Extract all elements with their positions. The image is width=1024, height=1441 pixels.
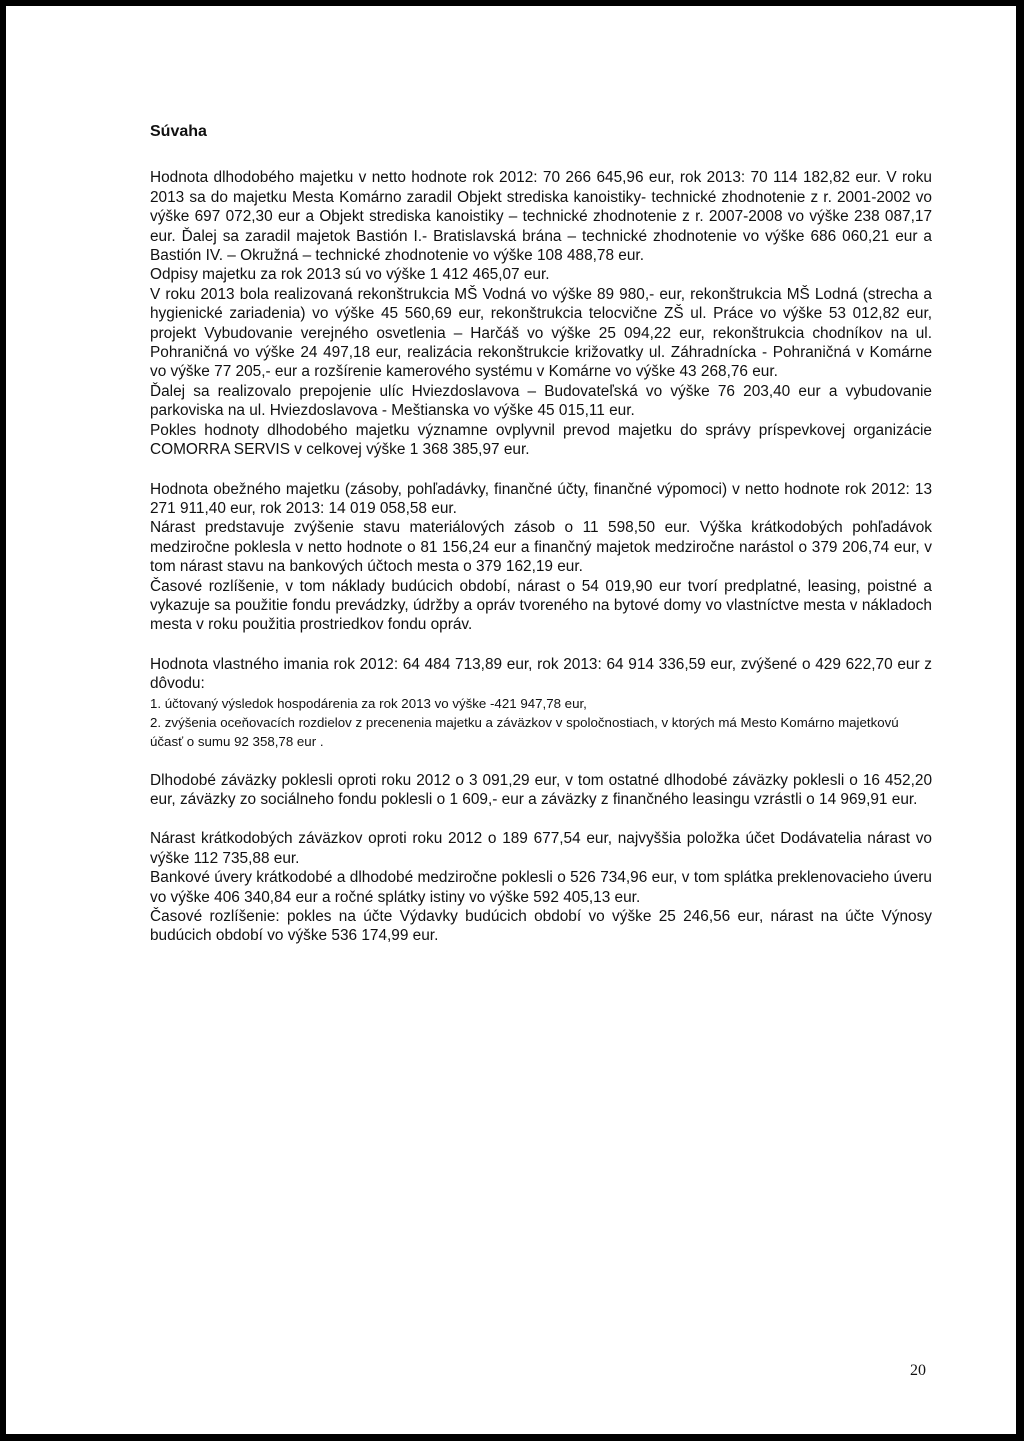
- paragraph: Bankové úvery krátkodobé a dlhodobé medziročne poklesli o 526 734,96 eur, v tom splátka preklenovacieho úveru vo výške 406 340,84 eur a ročné splátky istiny vo výške 592 405,13 eur.: [150, 869, 932, 906]
- paragraph: Časové rozlíšenie: pokles na účte Výdavky budúcich období vo výške 25 246,56 eur, nárast na účte Výnosy budúcich období vo výške 536 174,99 eur.: [150, 908, 932, 945]
- list-item: 2. zvýšenia oceňovacích rozdielov z precenenia majetku a záväzkov v spoločnostiach, v ktorých má Mesto Komárno majetkovú účasť o sumu 92 358,78 eur .: [150, 714, 899, 749]
- paragraph: Pokles hodnoty dlhodobého majetku významne ovplyvnil prevod majetku do správy príspevkovej organizácie COMORRA SERVIS v celkovej výške 1 368 385,97 eur.: [150, 421, 932, 459]
- spacer: [150, 460, 932, 480]
- paragraph: Hodnota obežného majetku (zásoby, pohľadávky, finančné účty, finančné výpomoci) v netto hodnote rok 2012: 13 271 911,40 eur, rok 2013: 14 019 058,58 eur.: [150, 480, 932, 517]
- page-number: 20: [910, 1362, 926, 1379]
- short-term-liabilities-section: [150, 829, 932, 945]
- paragraph: V roku 2013 bola realizovaná rekonštrukcia MŠ Vodná vo výške 89 980,- eur, rekonštrukcia MŠ Lodná (strecha a hygienické zariadenia) vo výške 45 560,69 eur, rekonštrukcia telocvične ZŠ ul. Práce vo výške 53 012,82 eur, projekt Vybudovanie verejného osvetlenia – Harčáš vo výške 25 094,22 eur, rekonštrukcia chodníkov na ul. Pohraničná vo výške 24 497,18 eur, realizácia rekonštrukcie križovatky ul. Záhradnícka - Pohraničná v Komárne vo výške 77 205,- eur a rozšírenie kamerového systému v Komárne vo výške 43 268,76 eur.: [150, 285, 932, 381]
- paragraph: Hodnota dlhodobého majetku v netto hodnote rok 2012: 70 266 645,96 eur, rok 2013: 70 114 182,82 eur. V roku 2013 sa do majetku Mesta Komárno zaradil Objekt strediska kanoistiky- technické zhodnotenie z r. 2001-2002 vo výške 697 072,30 eur a Objekt strediska kanoistiky – technické zhodnotenie z r. 2007-2008 vo výške 238 087,17 eur. Ďalej sa zaradil majetok Bastión I.- Bratislavská brána – technické zhodnotenie vo výške 686 060,21 eur a Bastión IV. – Okružná – technické zhodnotenie vo výške 108 488,78 eur.: [150, 169, 932, 265]
- spacer: [150, 751, 932, 771]
- spacer: [150, 635, 932, 655]
- paragraph: Nárast krátkodobých záväzkov oproti roku 2012 o 189 677,54 eur, najvyššia položka účet Dodávatelia nárast vo výške 112 735,88 eur.: [150, 830, 932, 867]
- list-item: 1. účtovaný výsledok hospodárenia za rok 2013 vo výške -421 947,78 eur,: [150, 695, 587, 711]
- paragraph: Hodnota vlastného imania rok 2012: 64 484 713,89 eur, rok 2013: 64 914 336,59 eur, zvýšené o 429 622,70 eur z dôvodu:: [150, 655, 932, 693]
- paragraph: Odpisy majetku za rok 2013 sú vo výške 1 412 465,07 eur.: [150, 266, 550, 284]
- equity-section: [150, 655, 932, 751]
- fixed-assets-section: [150, 168, 932, 459]
- long-term-liabilities-section: [150, 771, 932, 810]
- paragraph: Nárast predstavuje zvýšenie stavu materiálových zásob o 11 598,50 eur. Výška krátkodobých pohľadávok medziročne poklesla v netto hodnote o 81 156,24 eur a finančný majetok medziročne narástol o 379 206,74 eur, v tom nárast stavu na bankových účtoch mesta o 379 162,19 eur.: [150, 519, 932, 576]
- section-heading: Súvaha: [150, 123, 207, 140]
- paragraph: Ďalej sa realizovalo prepojenie ulíc Hviezdoslavova – Budovateľská vo výške 76 203,40 eur a vybudovanie parkoviska na ul. Hviezdoslavova - Meštianska vo výške 45 015,11 eur.: [150, 382, 932, 420]
- paragraph: Časové rozlíšenie, v tom náklady budúcich období, nárast o 54 019,90 eur tvorí predplatné, leasing, poistné a vykazuje sa použitie fondu prevádzky, údržby a opráv tvoreného na bytové domy vo vlastníctve mesta v nákladoch mesta v roku použitia prostriedkov fondu opráv.: [150, 577, 932, 634]
- paragraph: Dlhodobé záväzky poklesli oproti roku 2012 o 3 091,29 eur, v tom ostatné dlhodobé záväzky poklesli o 16 452,20 eur, záväzky zo sociálneho fondu poklesli o 1 609,- eur a záväzky z finančného leasingu vzrástli o 14 969,91 eur.: [150, 771, 932, 808]
- current-assets-section: [150, 480, 932, 635]
- spacer: [150, 809, 932, 829]
- document-page: [6, 6, 1016, 1434]
- document-body: [150, 122, 932, 946]
